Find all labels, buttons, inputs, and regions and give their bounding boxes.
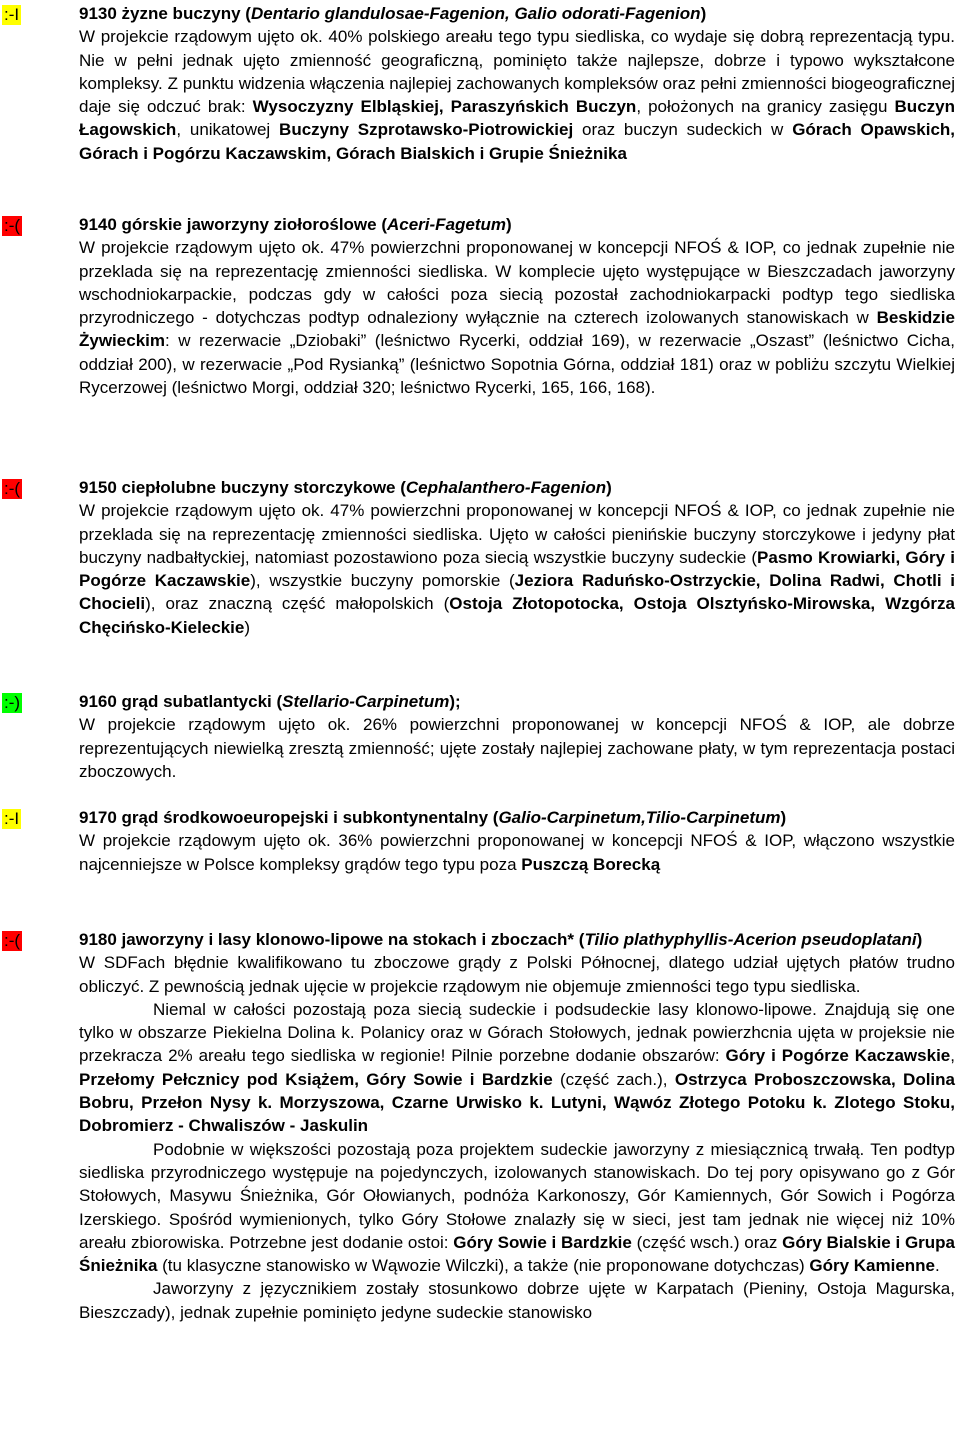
habitat-code-name: 9150 ciepłolubne buczyny storczykowe ( [79, 478, 406, 497]
habitat-latin-name: Aceri-Fagetum [387, 215, 507, 234]
text-run: Podobnie w większości pozostają poza projektem sudeckie jaworzyny z miesiącznicą trwałą. Ten podtyp siedliska przyrodniczego występuje na pojedynczych, izolowanych stanowiskach. Do tej pory opisywano go z Gór Stołowych, Masywu Śnieżnika, Gór Ołowianych, podnóża Karkonoszy, Gór Kamiennych, Gór Sowich i Pogórza Izerskiego. Spośród wymienionych, tylko Góry Stołowe znalazły się w sieci, jest tam jednak nie więcej niż 10% areału zbiorowiska. Potrzebne jest dodanie ostoi: [79, 1139, 955, 1252]
entry-paragraph [79, 499, 955, 639]
heading-close: ) [606, 478, 612, 497]
rating-badge: :-I [4, 809, 20, 828]
rating-badge: :-) [4, 693, 21, 712]
bold-place-name: Beskidzie Żywieckim [79, 308, 955, 351]
bold-place-name: Góry i Pogórze Kaczawskie [725, 1046, 951, 1066]
entry-content [79, 928, 955, 1324]
rating-badge: :-( [4, 216, 21, 235]
rating-badge: :-I [4, 5, 20, 24]
text-run: oraz buczyn sudeckich w [573, 120, 793, 140]
habitat-latin-name: Galio-Carpinetum,Tilio-Carpinetum [498, 808, 781, 827]
bold-place-name: Góry Bialskie i Grupa Śnieżnika [79, 1232, 956, 1276]
entry-content [79, 806, 955, 876]
habitat-heading [79, 213, 955, 236]
text-run: W projekcie rządowym ujęto ok. 36% powierzchni proponowanej w koncepcji NFOŚ & IOP, włączono wszystkie najcenniejsze w Polsce kompleksy grądów tego typu poza [79, 831, 955, 874]
entry-paragraph [79, 236, 955, 399]
heading-close: ); [449, 692, 461, 711]
entry-content [79, 690, 955, 783]
text-run: W projekcie rządowym ujęto ok. 47% powierzchni proponowanej w koncepcji NFOŚ & IOP, co jednak zupełnie nie przeklada się na reprezentację zmienności siedliska. W komplecie ujęto występujące w Bieszczadach jaworzyny wschodniokarpackie, podczas gdy w całości poza siecią pozostał zachodniokarpacki podtyp tego siedliska przyrodniczego - dotychczas podtyp odnaleziony wyłącznie na czterech izolowanych stanowiskach w [79, 238, 955, 328]
text-run: W SDFach błędnie kwalifikowano tu zboczowe grądy z Polski Północnej, dlatego udział ujętych płatów trudno obliczyć. Z pewnością jednak ujęcie w projekcie rządowym nie objemuje zmienności tego typu siedliska. [79, 953, 955, 996]
bold-place-name: Puszczą Borecką [521, 854, 661, 874]
habitat-latin-name: Dentario glandulosae-Fagenion, Galio odorati-Fagenion [250, 4, 701, 23]
heading-close: ) [506, 215, 512, 234]
entry-paragraph [79, 713, 955, 783]
text-run: Niemal w całości pozostają poza siecią sudeckie i podsudeckie lasy klonowo-lipowe. Znajdują się one tylko w obszarze Piekielna Dolina k. Polanicy oraz w Górach Stołowych, jednak powierzhcnia ujęta w projeksie nie przekracza 2% areału tego siedliska w regionie! Pilnie porzebne dodanie obszarów: [79, 999, 955, 1066]
text-run: W projekcie rządowym ujęto ok. 47% powierzchni proponowanej w koncepcji NFOŚ & IOP, co jednak zupełnie nie przeklada się na reprezentację zmienności siedliska. Ujęto w całości pienińskie buczyny storczykowe i jedyny płat buczyny nadbałtyckiej, natomiast pozostawiono poza siecią wszystkie buczyny sudeckie ( [79, 501, 955, 567]
habitat-heading [79, 806, 955, 829]
bold-place-name: Wysoczyzny Elbląskiej, Paraszyńskich Buczyn [252, 97, 637, 117]
bold-place-name: Buczyny Szprotawsko-Piotrowickiej [279, 120, 574, 140]
text-run: W projekcie rządowym ujęto ok. 26% powierzchni proponowanej w koncepcji NFOŚ & IOP, ale dobrze reprezentujących niewielką zresztą zmienność; ujęte zostały najlepiej zachowane płaty, w tym reprezentacja postaci zboczowych. [79, 715, 955, 781]
text-run: (część wsch.) oraz [631, 1232, 783, 1252]
bold-place-name: Ostrzyca Proboszczowska, Dolina Bobru, Przełon Nysy k. Morzyszowa, Czarne Urwisko k. Lutyni, Wąwóz Złotego Potoku k. Zlotego Stoku, Dobromierz - Chwaliszów - Jaskulin [79, 1069, 955, 1136]
text-run: (część zach.), [552, 1069, 675, 1089]
rating-badge: :-( [4, 479, 21, 498]
heading-close: ) [780, 808, 787, 827]
habitat-heading [79, 928, 955, 951]
text-run: , unikatowej [176, 120, 280, 140]
habitat-code-name: 9180 jaworzyny i lasy klonowo-lipowe na stokach i zboczach* ( [79, 930, 585, 949]
bold-place-name: Góry Sowie i Bardzkie [453, 1232, 632, 1252]
bold-place-name: Ostoja Złotopotocka, Ostoja Olsztyńsko-Mirowska, Wzgórza Chęcińsko-Kieleckie [79, 594, 955, 637]
bold-place-name: Przełomy Pełcznicy pod Książem, Góry Sowie i Bardzkie [79, 1069, 553, 1089]
entry-paragraph [79, 951, 955, 998]
rating-badge: :-( [4, 931, 21, 950]
entry-paragraph [79, 25, 955, 165]
bold-place-name: Buczyn Łagowskich [79, 97, 955, 140]
habitat-code-name: 9160 grąd subatlantycki ( [79, 692, 283, 711]
habitat-heading [79, 476, 955, 499]
text-run: ), oraz znaczną część małopolskich ( [145, 594, 450, 614]
habitat-code-name: 9140 górskie jaworzyny ziołoroślowe ( [79, 215, 387, 234]
text-run: . [935, 1256, 940, 1276]
text-run: ) [244, 617, 251, 637]
habitat-code-name: 9170 grąd środkowoeuropejski i subkontynentalny ( [79, 808, 499, 827]
text-run: W projekcie rządowym ujęto ok. 40% polskiego areału tego typu siedliska, co wydaje się dobrą reprezentacją typu. Nie w pełni jednak ujęto zmienność geograficzną, pominięto także najlepsze, dobrze i typowo wykształcone kompleksy. Z punktu widzenia włączenia najlepiej zachowanych kompleksów oraz pełni zmienności biogeograficznej daje się odczuć brak: [79, 27, 955, 117]
bold-place-name: Góry Kamienne [809, 1256, 935, 1276]
bold-place-name: Pasmo Krowiarki, Góry i Pogórze Kaczawskie [79, 547, 956, 591]
heading-close: ) [916, 930, 923, 949]
entry-content [79, 476, 955, 639]
entry-paragraph [79, 1277, 955, 1324]
bold-place-name: Jeziora Raduńsko-Ostrzyckie, Dolina Radwi, Chotli i Chocieli [79, 571, 955, 614]
entry-paragraph [79, 998, 955, 1138]
habitat-heading [79, 2, 955, 25]
habitat-heading [79, 690, 955, 713]
habitat-latin-name: Cephalanthero-Fagenion [405, 478, 607, 497]
bold-place-name: Górach Opawskich, Górach i Pogórzu Kaczawskim, Górach Bialskich i Grupie Śnieżnika [79, 120, 956, 163]
entry-content [79, 213, 955, 399]
text-run: , położonych na granicy zasięgu [636, 97, 895, 117]
entry-paragraph [79, 829, 955, 876]
text-run: , [950, 1046, 955, 1066]
habitat-latin-name: Tilio plathyphyllis-Acerion pseudoplatani [584, 930, 917, 949]
text-run: (tu klasyczne stanowisko w Wąwozie Wilczki), a także (nie proponowane dotychczas) [157, 1256, 810, 1276]
entry-content [79, 2, 955, 165]
text-run: Jaworzyny z języcznikiem zostały stosunkowo dobrze ujęte w Karpatach (Pieniny, Ostoja Magurska, Bieszczady), jednak zupełnie pominięto jedyne sudeckie stanowisko [79, 1279, 955, 1322]
text-run: : w rezerwacie „Dziobaki” (leśnictwo Rycerki, oddział 169), w rezerwacie „Oszast” (leśnictwo Cicha, oddział 200), w rezerwacie „Pod Rysianką” (leśnictwo Sopotnia Górna, oddział 181) oraz w pobliżu szczytu Wielkiej Rycerzowej (leśnictwo Morgi, oddział 320; leśnictwo Rycerki, 165, 166, 168). [79, 331, 955, 398]
heading-close: ) [700, 4, 707, 23]
habitat-latin-name: Stellario-Carpinetum [282, 692, 450, 711]
text-run: ), wszystkie buczyny pomorskie ( [250, 571, 515, 591]
habitat-code-name: 9130 żyzne buczyny ( [79, 4, 251, 23]
entry-paragraph [79, 1138, 955, 1278]
